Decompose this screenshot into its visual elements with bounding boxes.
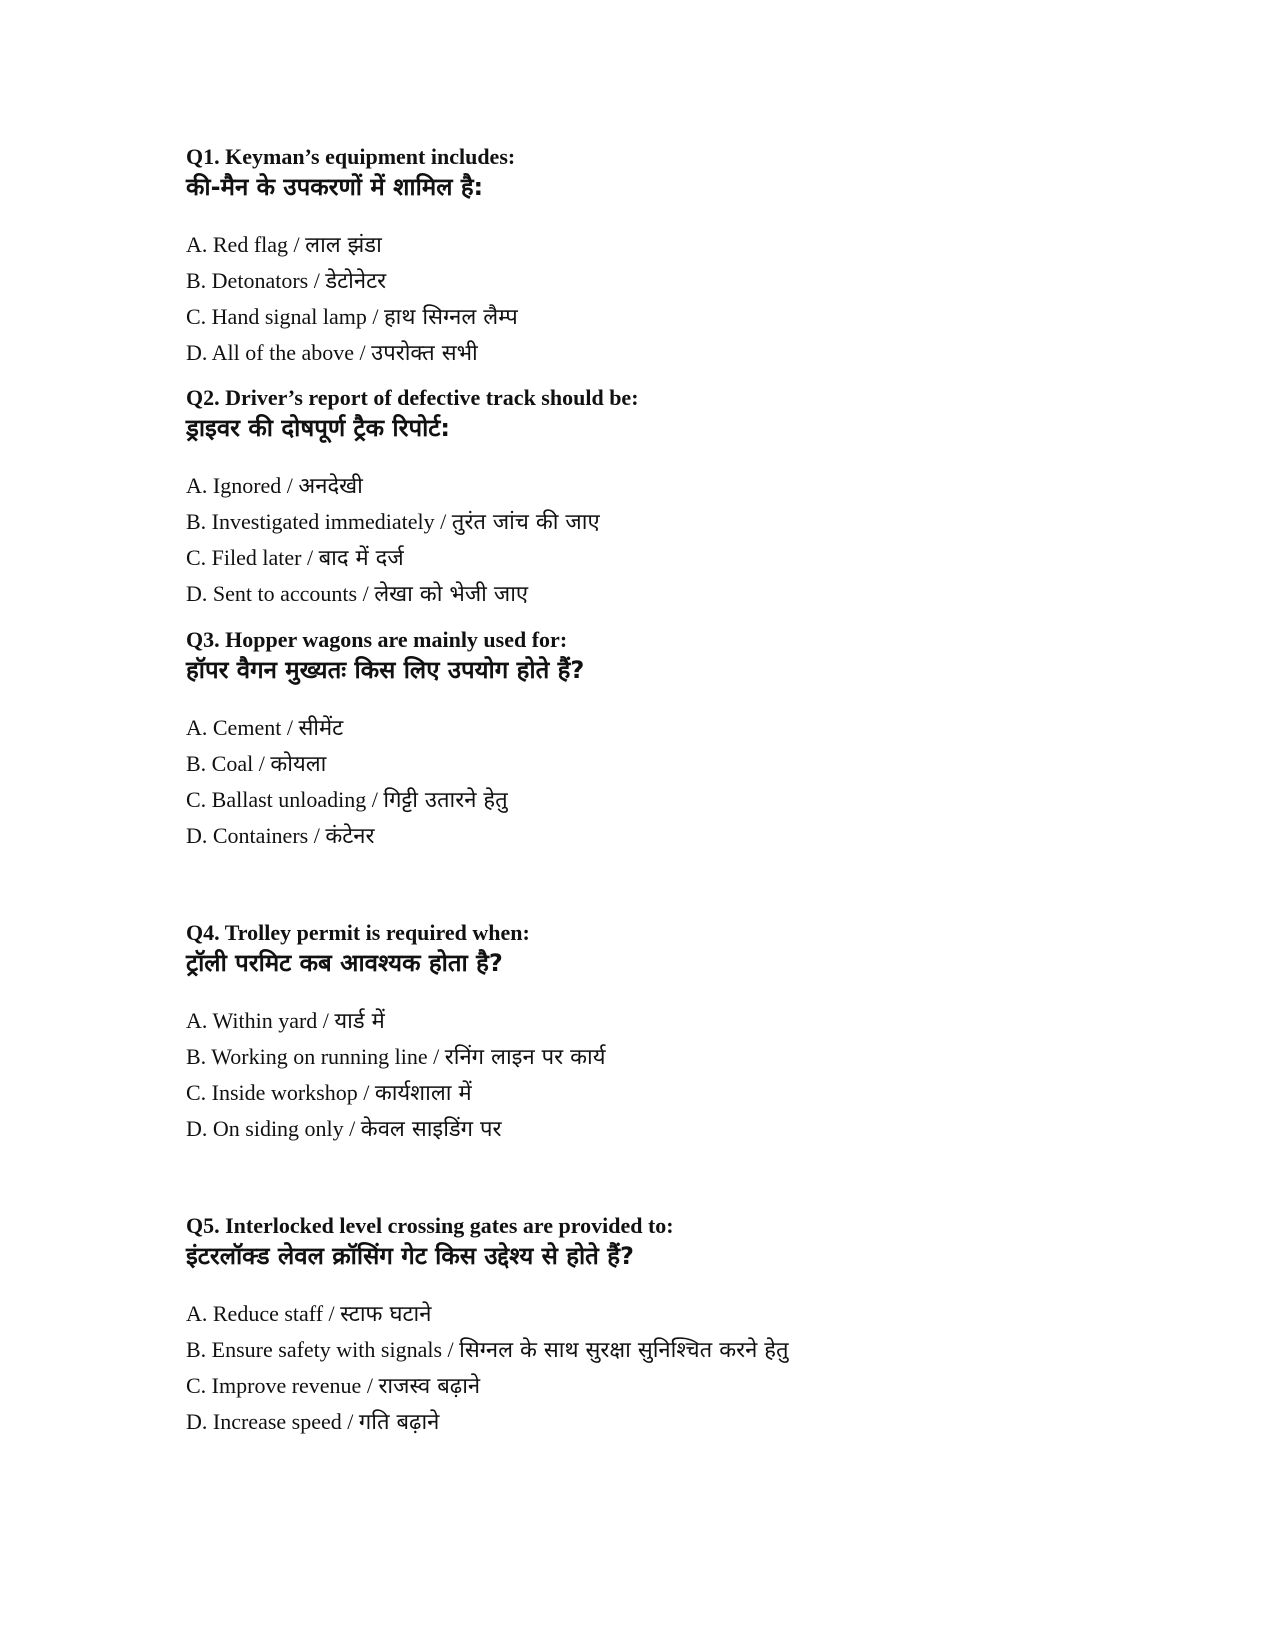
option-a: [186, 227, 1086, 263]
option-a: [186, 468, 1086, 504]
option-text-en: D. Increase speed /: [186, 1409, 359, 1434]
option-text-hi: उपरोक्त सभी: [371, 341, 478, 366]
option-text-hi: केवल साइडिंग पर: [360, 1117, 502, 1142]
option-text-en: B. Ensure safety with signals /: [186, 1337, 460, 1362]
option-text-en: A. Ignored /: [186, 473, 299, 498]
option-text-en: D. Sent to accounts /: [186, 581, 375, 606]
option-text-hi: कोयला: [270, 752, 327, 777]
option-text-hi: डेटोनेटर: [325, 269, 387, 294]
option-a: [186, 1003, 1086, 1039]
question-title-hi: ड्राइवर की दोषपूर्ण ट्रैक रिपोर्ट:: [186, 414, 450, 442]
option-text-en: D. On siding only /: [186, 1116, 361, 1141]
option-c: [186, 782, 1086, 818]
option-c: [186, 299, 1086, 335]
option-text-hi: रनिंग लाइन पर कार्य: [444, 1045, 606, 1070]
option-text-hi: अनदेखी: [298, 474, 363, 499]
question-title-en: Q5. Interlocked level crossing gates are provided to:: [186, 1213, 674, 1238]
question-title-hi: इंटरलॉक्ड लेवल क्रॉसिंग गेट किस उद्देश्य से होते हैं?: [186, 1242, 634, 1270]
option-a: [186, 1296, 1086, 1332]
option-text-en: B. Detonators /: [186, 268, 326, 293]
option-text-hi: हाथ सिग्नल लैम्प: [383, 305, 518, 330]
option-text-en: A. Reduce staff /: [186, 1301, 341, 1326]
question-4: [186, 919, 1086, 1147]
option-text-en: A. Within yard /: [186, 1008, 335, 1033]
option-text-en: B. Coal /: [186, 751, 271, 776]
option-text-hi: लाल झंडा: [305, 233, 382, 258]
option-d: [186, 1111, 1086, 1147]
option-text-en: C. Filed later /: [186, 545, 319, 570]
option-text-hi: कंटेनर: [325, 824, 375, 849]
option-text-hi: गिट्टी उतारने हेतु: [383, 788, 508, 813]
question-2: [186, 384, 1086, 612]
question-1: [186, 143, 1086, 371]
option-b: [186, 1039, 1086, 1075]
option-text-en: C. Improve revenue /: [186, 1373, 379, 1398]
options-list: [186, 227, 1086, 371]
option-text-en: C. Inside workshop /: [186, 1080, 375, 1105]
option-text-en: A. Cement /: [186, 715, 299, 740]
options-list: [186, 468, 1086, 612]
option-d: [186, 818, 1086, 854]
option-c: [186, 1368, 1086, 1404]
option-text-hi: गति बढ़ाने: [358, 1410, 440, 1435]
option-text-hi: बाद में दर्ज: [318, 546, 404, 571]
question-title-en: Q3. Hopper wagons are mainly used for:: [186, 627, 568, 652]
option-d: [186, 1404, 1086, 1440]
option-c: [186, 540, 1086, 576]
option-d: [186, 576, 1086, 612]
option-text-hi: कार्यशाला में: [374, 1081, 472, 1106]
options-list: [186, 710, 1086, 854]
option-text-hi: स्टाफ घटाने: [340, 1302, 432, 1327]
option-text-hi: राजस्व बढ़ाने: [378, 1374, 481, 1399]
option-text-en: D. Containers /: [186, 823, 326, 848]
option-text-hi: तुरंत जांच की जाए: [451, 510, 600, 535]
option-b: [186, 1332, 1086, 1368]
option-text-en: D. All of the above /: [186, 340, 372, 365]
options-list: [186, 1003, 1086, 1147]
option-text-en: B. Investigated immediately /: [186, 509, 452, 534]
options-list: [186, 1296, 1086, 1440]
question-5: [186, 1212, 1086, 1440]
option-b: [186, 263, 1086, 299]
option-text-hi: यार्ड में: [334, 1009, 385, 1034]
option-c: [186, 1075, 1086, 1111]
option-a: [186, 710, 1086, 746]
option-text-en: C. Ballast unloading /: [186, 787, 384, 812]
option-text-hi: सिग्नल के साथ सुरक्षा सुनिश्चित करने हेतु: [459, 1338, 789, 1363]
option-text-hi: लेखा को भेजी जाए: [374, 582, 529, 607]
question-title-en: Q4. Trolley permit is required when:: [186, 920, 530, 945]
question-title-hi: ट्रॉली परमिट कब आवश्यक होता है?: [186, 949, 503, 977]
question-title-hi: की-मैन के उपकरणों में शामिल है:: [186, 173, 484, 201]
question-title-hi: हॉपर वैगन मुख्यतः किस लिए उपयोग होते हैं?: [186, 656, 585, 684]
option-b: [186, 504, 1086, 540]
question-title-en: Q1. Keyman’s equipment includes:: [186, 144, 516, 169]
option-text-en: B. Working on running line /: [186, 1044, 445, 1069]
option-text-en: A. Red flag /: [186, 232, 306, 257]
question-3: [186, 626, 1086, 854]
option-d: [186, 335, 1086, 371]
option-b: [186, 746, 1086, 782]
option-text-en: C. Hand signal lamp /: [186, 304, 384, 329]
option-text-hi: सीमेंट: [298, 716, 344, 741]
question-title-en: Q2. Driver’s report of defective track should be:: [186, 385, 639, 410]
